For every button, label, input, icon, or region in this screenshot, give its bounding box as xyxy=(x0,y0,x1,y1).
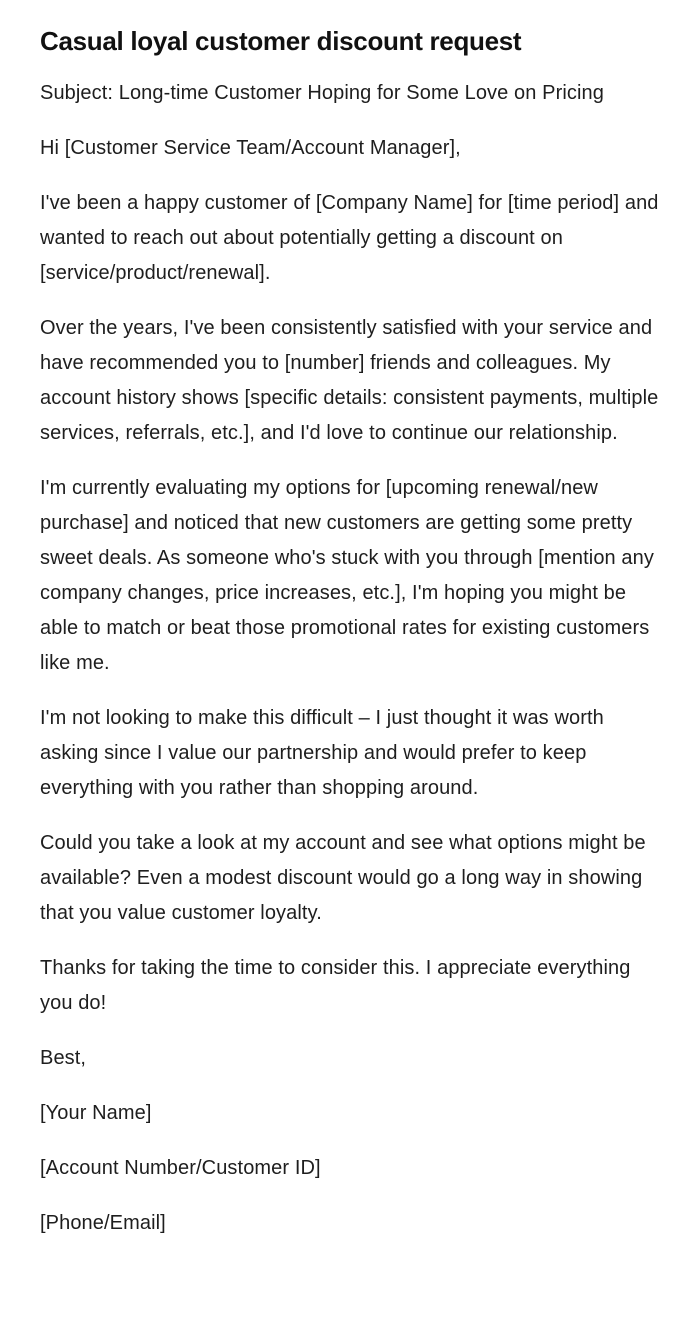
body-paragraph-request: I'm currently evaluating my options for [upcoming renewal/new purchase] and noticed that new customers are getting some pretty sweet deals. As someone who's stuck with you through [mention any company changes, price increases, etc.], I'm hoping you might be able to match or beat those promotional rates for existing customers like me. xyxy=(40,477,654,674)
body-paragraph-intro: I've been a happy customer of [Company Name] for [time period] and wanted to reach out about potentially getting a discount on [service/product/renewal]. xyxy=(40,192,659,284)
greeting: Hi [Customer Service Team/Account Manager], xyxy=(40,137,461,159)
signature-account: [Account Number/Customer ID] xyxy=(40,1157,321,1179)
signoff: Best, xyxy=(40,1047,87,1069)
signature-name: [Your Name] xyxy=(40,1102,152,1124)
body-paragraph-ask: Could you take a look at my account and see what options might be available? Even a modest discount would go a long way in showing that you value customer loyalty. xyxy=(40,832,646,924)
signature-contact: [Phone/Email] xyxy=(40,1212,166,1234)
email-subject: Subject: Long-time Customer Hoping for Some Love on Pricing xyxy=(40,82,604,104)
body-paragraph-history: Over the years, I've been consistently satisfied with your service and have recommended you to [number] friends and colleagues. My account history shows [specific details: consistent payments, multiple services, referrals, etc.], and I'd love to continue our relationship. xyxy=(40,317,659,444)
body-paragraph-thanks: Thanks for taking the time to consider this. I appreciate everything you do! xyxy=(40,957,631,1014)
page-title: Casual loyal customer discount request xyxy=(40,26,522,56)
body-paragraph-tone: I'm not looking to make this difficult – I just thought it was worth asking since I value our partnership and would prefer to keep everything with you rather than shopping around. xyxy=(40,707,604,799)
